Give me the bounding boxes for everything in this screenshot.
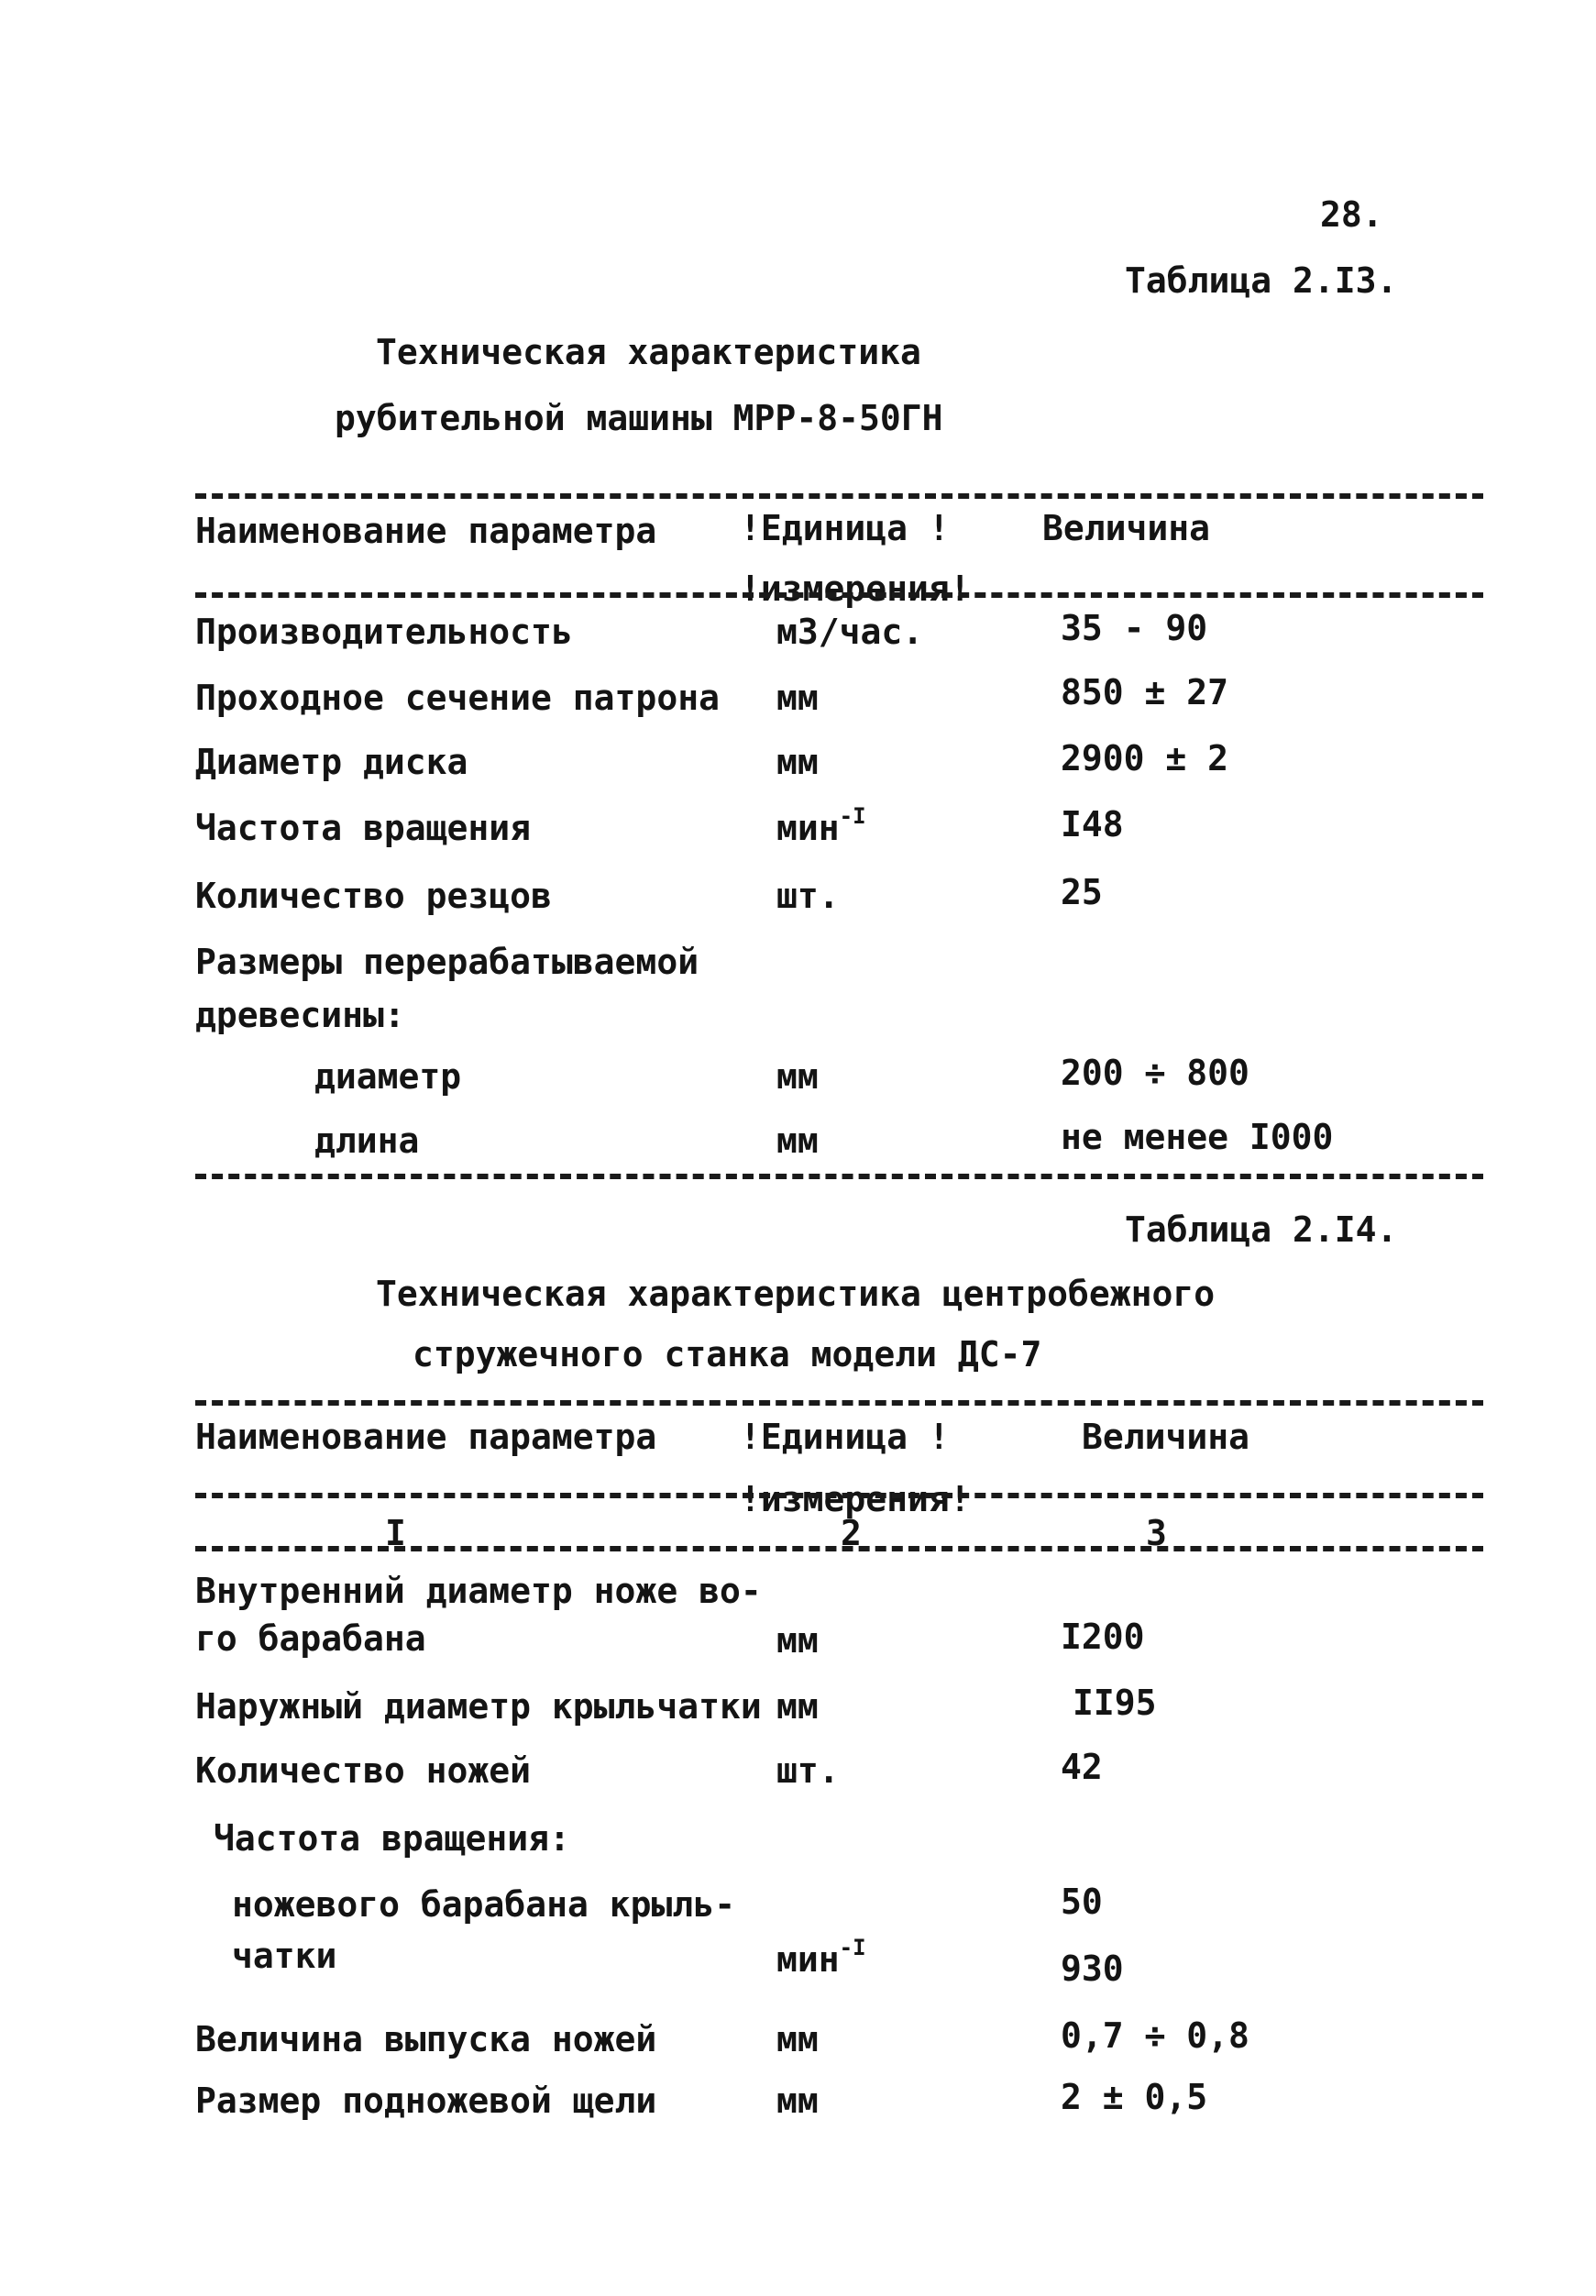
row-unit: мин$^{-I}$	[776, 803, 866, 848]
table-rule	[195, 592, 1483, 598]
table-rule	[195, 493, 1483, 499]
table-rule	[195, 1174, 1483, 1179]
table-title: рубительной машины МРР-8-50ГН	[335, 398, 943, 438]
row-value: 2 ± 0,5	[1061, 2077, 1208, 2117]
table-label: Таблица 2.I4.	[1125, 1209, 1398, 1250]
table-rule	[195, 1493, 1483, 1498]
row-unit: мм	[776, 1620, 819, 1661]
row-param: Размер подножевой щели	[195, 2081, 657, 2121]
column-header-param: Наименование параметра	[195, 511, 657, 551]
row-unit: шт.	[776, 876, 840, 916]
row-unit: мм	[776, 1056, 819, 1097]
row-param: Проходное сечение патрона	[195, 678, 720, 718]
row-value: 200 ÷ 800	[1061, 1053, 1249, 1093]
row-unit: мин$^{-I}$	[776, 1935, 866, 1980]
row-unit: мм	[776, 2019, 819, 2059]
column-header-unit: !Единица !	[740, 1417, 950, 1457]
row-unit: мм	[776, 742, 819, 782]
row-param: диаметр	[314, 1056, 462, 1097]
row-param: Количество резцов	[195, 876, 552, 916]
row-value: I200	[1061, 1617, 1145, 1657]
table-title: Техническая характеристика	[376, 332, 921, 372]
table-rule	[195, 1400, 1483, 1406]
row-param: Наружный диаметр крыльчатки	[195, 1686, 762, 1727]
column-header-param: Наименование параметра	[195, 1417, 657, 1457]
column-header-value: Величина	[1082, 1417, 1250, 1457]
row-value: I48	[1061, 804, 1124, 844]
column-number: 2	[841, 1513, 862, 1553]
column-number: 3	[1146, 1513, 1167, 1553]
row-param: Величина выпуска ножей	[195, 2019, 657, 2059]
row-unit: м3/час.	[776, 612, 924, 652]
row-param: го барабана	[195, 1618, 426, 1659]
unit-exponent: -I	[839, 1935, 866, 1960]
row-value: не менее I000	[1061, 1117, 1334, 1157]
row-value: 42	[1061, 1747, 1103, 1787]
row-param: Диаметр диска	[195, 742, 468, 782]
row-unit: мм	[776, 678, 819, 718]
row-param: древесины:	[195, 995, 405, 1035]
column-number: I	[385, 1513, 406, 1553]
row-value: 2900 ± 2	[1061, 738, 1229, 778]
row-value: 50	[1061, 1882, 1103, 1922]
column-header-value: Величина	[1042, 508, 1211, 548]
row-value: II95	[1073, 1683, 1157, 1723]
column-header-unit: !Единица !	[740, 508, 950, 548]
column-header-unit: !измерения!	[740, 568, 971, 609]
row-value: 0,7 ÷ 0,8	[1061, 2015, 1249, 2056]
row-unit: шт.	[776, 1750, 840, 1791]
row-unit: мм	[776, 1120, 819, 1161]
table-title: Техническая характеристика центробежного	[376, 1274, 1216, 1314]
table-title: стружечного станка модели ДС-7	[413, 1334, 1042, 1374]
row-value: 930	[1061, 1948, 1124, 1989]
unit-exponent: -I	[839, 803, 866, 829]
row-param: Количество ножей	[195, 1750, 532, 1791]
row-param: длина	[314, 1120, 420, 1161]
row-param: Частота вращения:	[214, 1818, 570, 1859]
row-unit: мм	[776, 1686, 819, 1727]
row-value: 35 - 90	[1061, 608, 1208, 648]
row-value: 850 ± 27	[1061, 672, 1229, 712]
row-unit: мм	[776, 2081, 819, 2121]
row-param: ножевого барабана крыль-	[232, 1884, 736, 1925]
row-param: Размеры перерабатываемой	[195, 942, 699, 982]
table-label: Таблица 2.I3.	[1125, 260, 1398, 301]
row-param: Производительность	[195, 612, 573, 652]
row-param: чатки	[232, 1936, 337, 1976]
row-param: Внутренний диаметр ноже во-	[195, 1571, 762, 1611]
table-rule	[195, 1546, 1483, 1551]
column-header-unit: !измерения!	[740, 1479, 971, 1519]
page-number: 28.	[1320, 194, 1383, 235]
row-param: Частота вращения	[195, 808, 532, 848]
row-value: 25	[1061, 872, 1103, 912]
